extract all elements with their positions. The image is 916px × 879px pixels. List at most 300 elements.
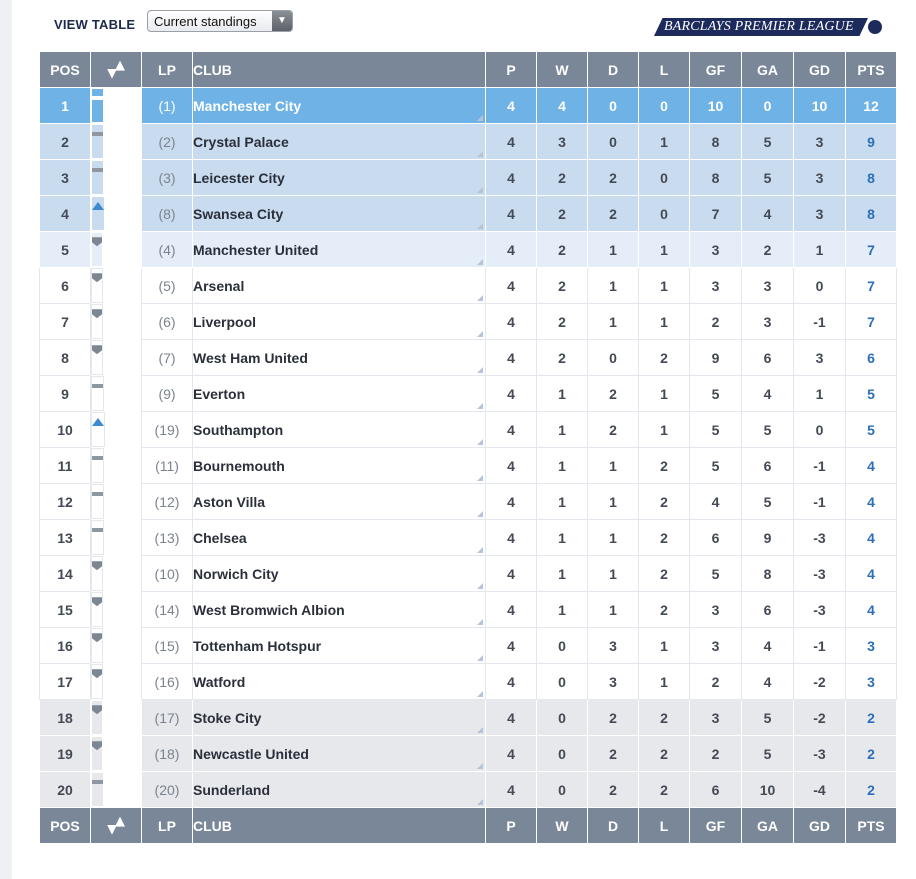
header-gf[interactable]: GF: [690, 52, 742, 88]
table-toolbar: [54, 8, 894, 38]
played-cell: 4: [486, 196, 537, 232]
club-name-cell[interactable]: [193, 304, 486, 340]
table-row[interactable]: [40, 592, 897, 628]
view-table-select[interactable]: [147, 10, 293, 32]
table-header-row: [40, 52, 897, 88]
played-cell: 4: [486, 232, 537, 268]
expand-corner-icon[interactable]: [477, 583, 483, 589]
expand-corner-icon[interactable]: [477, 799, 483, 805]
club-name[interactable]: Southampton: [193, 421, 284, 438]
footer-l[interactable]: L: [639, 808, 690, 844]
table-row[interactable]: [40, 232, 897, 268]
expand-corner-icon[interactable]: [477, 475, 483, 481]
movement-cell: [91, 484, 104, 519]
movement-cell: [91, 592, 103, 627]
footer-pts[interactable]: PTS: [846, 808, 897, 844]
drawn-cell: 1: [588, 592, 639, 628]
lost-cell: 1: [639, 268, 690, 304]
expand-corner-icon[interactable]: [477, 655, 483, 661]
last-position-cell: (7): [142, 340, 193, 376]
won-cell: 2: [537, 196, 588, 232]
table-row[interactable]: [40, 196, 897, 232]
club-name-cell[interactable]: [193, 88, 486, 124]
premier-league-logo: [654, 18, 882, 36]
lost-cell: 0: [639, 88, 690, 124]
won-cell: 0: [537, 664, 588, 700]
last-position-cell: (18): [142, 736, 193, 772]
movement-cell: [91, 196, 105, 231]
position-cell: 3: [40, 160, 91, 196]
expand-corner-icon[interactable]: [477, 295, 483, 301]
drawn-cell: 0: [588, 88, 639, 124]
lost-cell: 2: [639, 556, 690, 592]
lost-cell: 1: [639, 304, 690, 340]
goals-against-cell: 4: [742, 376, 794, 412]
club-name[interactable]: Everton: [193, 385, 246, 402]
table-row[interactable]: [40, 304, 897, 340]
goal-difference-cell: -1: [794, 304, 846, 340]
club-name-cell[interactable]: [193, 268, 486, 304]
goals-for-cell: 5: [690, 412, 742, 448]
header-lp[interactable]: LP: [142, 52, 193, 88]
goals-against-cell: 2: [742, 232, 794, 268]
club-name-cell[interactable]: [193, 232, 486, 268]
table-row[interactable]: [40, 772, 897, 808]
expand-corner-icon[interactable]: [477, 619, 483, 625]
club-name[interactable]: Watford: [193, 673, 246, 690]
goals-against-cell: 8: [742, 556, 794, 592]
last-position-cell: (12): [142, 484, 193, 520]
goal-difference-cell: -1: [794, 628, 846, 664]
table-row[interactable]: [40, 124, 897, 160]
club-name[interactable]: Manchester City: [193, 97, 302, 114]
club-name-cell[interactable]: [193, 448, 486, 484]
won-cell: 4: [537, 88, 588, 124]
points-cell: 2: [846, 772, 897, 808]
club-name[interactable]: Aston Villa: [193, 493, 266, 510]
last-position-cell: (3): [142, 160, 193, 196]
club-name-cell[interactable]: [193, 628, 486, 664]
club-name-cell[interactable]: [193, 412, 486, 448]
expand-corner-icon[interactable]: [477, 187, 483, 193]
movement-cell: [91, 736, 103, 771]
won-cell: 2: [537, 304, 588, 340]
expand-corner-icon[interactable]: [477, 727, 483, 733]
won-cell: 1: [537, 592, 588, 628]
drawn-cell: 2: [588, 376, 639, 412]
position-cell: 10: [40, 412, 91, 448]
no-change-icon: [92, 132, 103, 136]
drawn-cell: 3: [588, 664, 639, 700]
table-row[interactable]: [40, 484, 897, 520]
drawn-cell: 1: [588, 556, 639, 592]
club-name-cell[interactable]: [193, 556, 486, 592]
position-cell: 4: [40, 196, 91, 232]
goals-against-cell: 4: [742, 664, 794, 700]
footer-p[interactable]: P: [486, 808, 537, 844]
expand-corner-icon[interactable]: [477, 115, 483, 121]
footer-movement[interactable]: [91, 808, 142, 844]
club-name[interactable]: Liverpool: [193, 313, 257, 330]
points-cell: 8: [846, 160, 897, 196]
position-cell: 18: [40, 700, 91, 736]
footer-gf[interactable]: GF: [690, 808, 742, 844]
footer-ga[interactable]: GA: [742, 808, 794, 844]
goals-against-cell: 5: [742, 412, 794, 448]
no-change-icon: [92, 780, 103, 784]
position-cell: 6: [40, 268, 91, 304]
position-cell: 1: [40, 88, 91, 124]
position-cell: 17: [40, 664, 91, 700]
drawn-cell: 1: [588, 484, 639, 520]
goal-difference-cell: 1: [794, 376, 846, 412]
goals-for-cell: 6: [690, 520, 742, 556]
club-name[interactable]: West Bromwich Albion: [193, 601, 345, 618]
points-cell: 7: [846, 232, 897, 268]
table-row[interactable]: [40, 268, 897, 304]
goals-for-cell: 7: [690, 196, 742, 232]
header-p[interactable]: P: [486, 52, 537, 88]
lost-cell: 0: [639, 160, 690, 196]
table-row[interactable]: [40, 736, 897, 772]
goals-against-cell: 6: [742, 448, 794, 484]
club-name[interactable]: Newcastle United: [193, 745, 309, 762]
club-name[interactable]: West Ham United: [193, 349, 308, 366]
header-gd[interactable]: GD: [794, 52, 846, 88]
last-position-cell: (8): [142, 196, 193, 232]
goals-for-cell: 5: [690, 376, 742, 412]
footer-gd[interactable]: GD: [794, 808, 846, 844]
goals-against-cell: 5: [742, 484, 794, 520]
no-change-icon: [92, 384, 103, 388]
goal-difference-cell: -3: [794, 736, 846, 772]
played-cell: 4: [486, 340, 537, 376]
header-club[interactable]: CLUB: [193, 52, 486, 88]
position-cell: 20: [40, 772, 91, 808]
no-change-icon: [92, 492, 103, 496]
table-row[interactable]: [40, 628, 897, 664]
played-cell: 4: [486, 160, 537, 196]
expand-corner-icon[interactable]: [477, 439, 483, 445]
goal-difference-cell: -1: [794, 448, 846, 484]
goals-for-cell: 2: [690, 304, 742, 340]
lost-cell: 0: [639, 196, 690, 232]
played-cell: 4: [486, 628, 537, 664]
no-change-icon: [92, 456, 103, 460]
won-cell: 1: [537, 376, 588, 412]
lost-cell: 1: [639, 232, 690, 268]
drawn-cell: 1: [588, 520, 639, 556]
goals-against-cell: 6: [742, 340, 794, 376]
club-name-cell[interactable]: [193, 772, 486, 808]
won-cell: 1: [537, 556, 588, 592]
last-position-cell: (14): [142, 592, 193, 628]
club-name[interactable]: Tottenham Hotspur: [193, 637, 322, 654]
footer-lp[interactable]: LP: [142, 808, 193, 844]
won-cell: 1: [537, 448, 588, 484]
expand-corner-icon[interactable]: [477, 547, 483, 553]
played-cell: 4: [486, 124, 537, 160]
expand-corner-icon[interactable]: [477, 511, 483, 517]
goal-difference-cell: 1: [794, 232, 846, 268]
header-ga[interactable]: GA: [742, 52, 794, 88]
goal-difference-cell: 10: [794, 88, 846, 124]
points-cell: 3: [846, 664, 897, 700]
movement-cell: [91, 772, 104, 807]
goals-against-cell: 4: [742, 628, 794, 664]
last-position-cell: (13): [142, 520, 193, 556]
movement-cell: [91, 412, 105, 447]
no-change-icon: [92, 528, 103, 532]
points-cell: 4: [846, 448, 897, 484]
last-position-cell: (15): [142, 628, 193, 664]
expand-corner-icon[interactable]: [477, 331, 483, 337]
won-cell: 2: [537, 268, 588, 304]
table-row[interactable]: [40, 88, 897, 124]
no-change-icon: [92, 168, 103, 172]
table-footer-row: [40, 808, 897, 844]
table-row[interactable]: [40, 520, 897, 556]
club-name-cell[interactable]: [193, 124, 486, 160]
last-position-cell: (16): [142, 664, 193, 700]
header-movement[interactable]: [91, 52, 142, 88]
movement-cell: [91, 556, 103, 591]
goal-difference-cell: -2: [794, 664, 846, 700]
table-row[interactable]: [40, 556, 897, 592]
movement-cell: [91, 376, 104, 411]
goals-for-cell: 6: [690, 772, 742, 808]
points-cell: 8: [846, 196, 897, 232]
logo-text: BARCLAYS PREMIER LEAGUE: [664, 19, 854, 34]
down-arrow-icon: [92, 345, 102, 354]
drawn-cell: 0: [588, 124, 639, 160]
drawn-cell: 3: [588, 628, 639, 664]
expand-corner-icon[interactable]: [477, 367, 483, 373]
expand-corner-icon[interactable]: [477, 259, 483, 265]
movement-arrows-icon: [106, 61, 126, 79]
played-cell: 4: [486, 376, 537, 412]
lost-cell: 1: [639, 376, 690, 412]
view-table-select-value: Current standings: [154, 14, 257, 29]
club-name-cell[interactable]: [193, 592, 486, 628]
last-position-cell: (4): [142, 232, 193, 268]
lost-cell: 1: [639, 124, 690, 160]
lost-cell: 1: [639, 664, 690, 700]
page-left-edge: [0, 0, 12, 879]
club-name-cell[interactable]: [193, 484, 486, 520]
won-cell: 1: [537, 412, 588, 448]
header-pts[interactable]: PTS: [846, 52, 897, 88]
movement-cell: [91, 232, 103, 267]
points-cell: 4: [846, 556, 897, 592]
up-arrow-icon: [92, 418, 104, 426]
position-cell: 14: [40, 556, 91, 592]
header-pos[interactable]: POS: [40, 52, 91, 88]
goals-for-cell: 3: [690, 628, 742, 664]
header-d[interactable]: D: [588, 52, 639, 88]
footer-club[interactable]: CLUB: [193, 808, 486, 844]
goals-for-cell: 3: [690, 592, 742, 628]
movement-cell: [91, 124, 104, 159]
drawn-cell: 2: [588, 700, 639, 736]
won-cell: 0: [537, 700, 588, 736]
expand-corner-icon[interactable]: [477, 403, 483, 409]
played-cell: 4: [486, 88, 537, 124]
lost-cell: 2: [639, 484, 690, 520]
expand-corner-icon[interactable]: [477, 763, 483, 769]
down-arrow-icon: [92, 561, 102, 570]
club-name[interactable]: Leicester City: [193, 169, 285, 186]
down-arrow-icon: [92, 309, 102, 318]
expand-corner-icon[interactable]: [477, 691, 483, 697]
header-w[interactable]: W: [537, 52, 588, 88]
lost-cell: 1: [639, 412, 690, 448]
won-cell: 2: [537, 160, 588, 196]
position-cell: 5: [40, 232, 91, 268]
view-table-label: VIEW TABLE: [54, 17, 136, 32]
played-cell: 4: [486, 772, 537, 808]
club-name[interactable]: Manchester United: [193, 241, 319, 258]
movement-cell: [91, 520, 104, 555]
club-name-cell[interactable]: [193, 736, 486, 772]
goals-against-cell: 5: [742, 160, 794, 196]
lost-cell: 2: [639, 772, 690, 808]
goal-difference-cell: -1: [794, 484, 846, 520]
last-position-cell: (9): [142, 376, 193, 412]
lost-cell: 2: [639, 700, 690, 736]
standings-body: [40, 88, 897, 808]
goals-against-cell: 0: [742, 88, 794, 124]
footer-pos[interactable]: POS: [40, 808, 91, 844]
goals-for-cell: 2: [690, 736, 742, 772]
points-cell: 4: [846, 484, 897, 520]
footer-d[interactable]: D: [588, 808, 639, 844]
points-cell: 7: [846, 268, 897, 304]
drawn-cell: 2: [588, 772, 639, 808]
position-cell: 9: [40, 376, 91, 412]
club-name[interactable]: Stoke City: [193, 709, 262, 726]
last-position-cell: (1): [142, 88, 193, 124]
drawn-cell: 1: [588, 232, 639, 268]
lost-cell: 2: [639, 448, 690, 484]
won-cell: 0: [537, 772, 588, 808]
expand-corner-icon[interactable]: [477, 223, 483, 229]
goals-for-cell: 3: [690, 268, 742, 304]
club-name-cell[interactable]: [193, 664, 486, 700]
movement-cell: [91, 448, 104, 483]
expand-corner-icon[interactable]: [477, 151, 483, 157]
goal-difference-cell: -2: [794, 700, 846, 736]
goals-against-cell: 3: [742, 268, 794, 304]
won-cell: 0: [537, 736, 588, 772]
goal-difference-cell: -3: [794, 592, 846, 628]
goal-difference-cell: 0: [794, 268, 846, 304]
points-cell: 3: [846, 628, 897, 664]
goals-against-cell: 10: [742, 772, 794, 808]
table-row[interactable]: [40, 160, 897, 196]
club-name[interactable]: Crystal Palace: [193, 133, 289, 150]
up-arrow-icon: [92, 202, 104, 210]
goal-difference-cell: -3: [794, 556, 846, 592]
points-cell: 4: [846, 520, 897, 556]
played-cell: 4: [486, 592, 537, 628]
club-name[interactable]: Sunderland: [193, 781, 271, 798]
won-cell: 2: [537, 232, 588, 268]
position-cell: 12: [40, 484, 91, 520]
last-position-cell: (17): [142, 700, 193, 736]
club-name[interactable]: Chelsea: [193, 529, 247, 546]
club-name[interactable]: Bournemouth: [193, 457, 285, 474]
club-name[interactable]: Swansea City: [193, 205, 284, 222]
club-name-cell[interactable]: [193, 160, 486, 196]
played-cell: 4: [486, 736, 537, 772]
won-cell: 1: [537, 484, 588, 520]
club-name-cell[interactable]: [193, 520, 486, 556]
goals-for-cell: 5: [690, 556, 742, 592]
table-row[interactable]: [40, 412, 897, 448]
won-cell: 1: [537, 520, 588, 556]
position-cell: 16: [40, 628, 91, 664]
won-cell: 3: [537, 124, 588, 160]
club-name-cell[interactable]: [193, 376, 486, 412]
position-cell: 7: [40, 304, 91, 340]
points-cell: 2: [846, 736, 897, 772]
club-name-cell[interactable]: [193, 700, 486, 736]
header-l[interactable]: L: [639, 52, 690, 88]
movement-cell: [91, 304, 103, 339]
drawn-cell: 1: [588, 268, 639, 304]
played-cell: 4: [486, 664, 537, 700]
points-cell: 6: [846, 340, 897, 376]
last-position-cell: (6): [142, 304, 193, 340]
movement-cell: [91, 88, 104, 123]
goals-against-cell: 5: [742, 736, 794, 772]
goal-difference-cell: 3: [794, 124, 846, 160]
footer-w[interactable]: W: [537, 808, 588, 844]
table-row[interactable]: [40, 340, 897, 376]
drawn-cell: 1: [588, 448, 639, 484]
last-position-cell: (20): [142, 772, 193, 808]
position-cell: 13: [40, 520, 91, 556]
table-row[interactable]: [40, 664, 897, 700]
goal-difference-cell: -3: [794, 520, 846, 556]
goals-for-cell: 2: [690, 664, 742, 700]
dropdown-arrow-icon[interactable]: ▼: [272, 11, 292, 31]
goal-difference-cell: 3: [794, 340, 846, 376]
table-row[interactable]: [40, 700, 897, 736]
club-name[interactable]: Arsenal: [193, 277, 245, 294]
goal-difference-cell: -4: [794, 772, 846, 808]
goal-difference-cell: 3: [794, 196, 846, 232]
played-cell: 4: [486, 484, 537, 520]
club-name[interactable]: Norwich City: [193, 565, 279, 582]
points-cell: 2: [846, 700, 897, 736]
down-arrow-icon: [92, 741, 102, 750]
goals-against-cell: 6: [742, 592, 794, 628]
club-name-cell[interactable]: [193, 340, 486, 376]
goals-against-cell: 5: [742, 700, 794, 736]
goal-difference-cell: 3: [794, 160, 846, 196]
won-cell: 2: [537, 340, 588, 376]
table-row[interactable]: [40, 376, 897, 412]
club-name-cell[interactable]: [193, 196, 486, 232]
played-cell: 4: [486, 700, 537, 736]
table-row[interactable]: [40, 448, 897, 484]
down-arrow-icon: [92, 273, 102, 282]
drawn-cell: 2: [588, 160, 639, 196]
position-cell: 8: [40, 340, 91, 376]
position-cell: 2: [40, 124, 91, 160]
